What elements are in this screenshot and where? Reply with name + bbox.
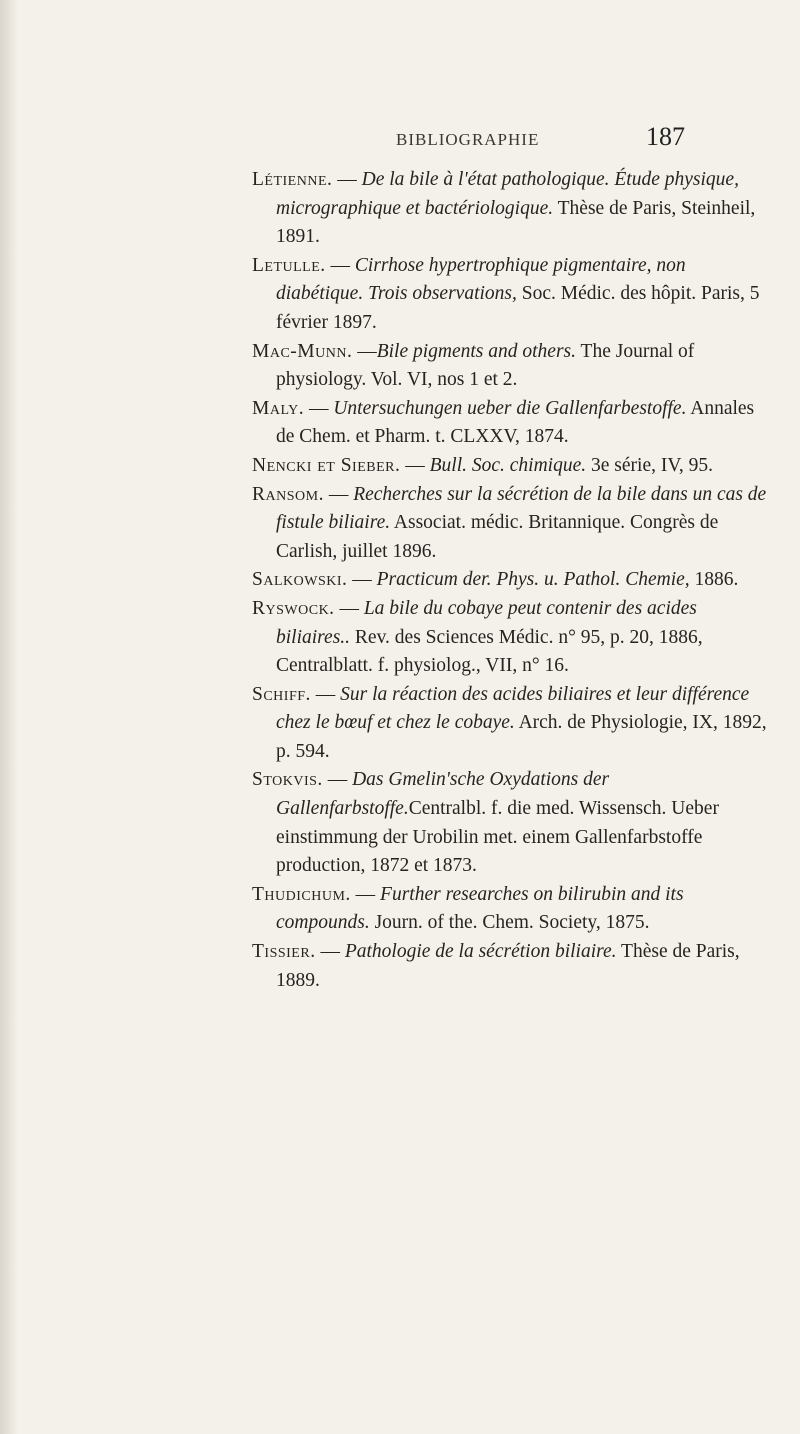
entry-author: Nencki et Sieber.	[252, 454, 401, 476]
page-header	[0, 118, 800, 158]
entry-details: Rev. des Sciences Médic. n° 95, p. 20, 1886, Centralblatt. f. physiolog., VII, n° 16.	[276, 626, 703, 677]
entry-details: 3e série, IV, 95.	[586, 454, 714, 476]
entry-separator: —	[350, 883, 381, 905]
bibliography-entry	[252, 938, 772, 995]
entry-details: Associat. médic. Britannique. Congrès de Carlish, juillet 1896.	[276, 512, 719, 562]
bibliography-entry	[252, 481, 772, 567]
bibliography-entry	[252, 395, 772, 452]
page-edge-shadow	[0, 0, 18, 1434]
entry-author: Thudichum.	[252, 883, 351, 905]
entry-separator: —	[352, 340, 377, 362]
entry-separator: —	[315, 941, 345, 963]
entry-title: Sur la réaction des acides biliaires et leur différence chez le bœuf et chez le cobaye.	[276, 683, 750, 734]
entry-author: Tissier.	[252, 941, 316, 963]
entry-separator: —	[310, 683, 341, 705]
entry-author: Letulle.	[252, 254, 326, 276]
bibliography-entry	[252, 338, 772, 395]
entry-title: Pathologie de la sécrétion biliaire.	[344, 941, 617, 963]
bibliography-entry	[252, 766, 772, 880]
entry-title: Das Gmelin'sche Oxydations der Gallenfarbstoffe.	[276, 769, 610, 820]
bibliography-entry	[252, 452, 772, 481]
entry-details: Centralbl. f. die med. Wissensch. Ueber einstimmung der Urobilin met. einem Gallenfarbstoffe production, 1872 et 1873.	[276, 798, 719, 877]
page-number: 187	[646, 122, 685, 151]
entry-title: Further researches on bilirubin and its compounds.	[276, 883, 684, 934]
entry-author: Salkowski.	[252, 569, 348, 591]
entry-author: Stokvis.	[252, 769, 323, 791]
running-title: BIBLIOGRAPHIE	[396, 130, 540, 149]
bibliography-entry	[252, 166, 772, 252]
entry-details: Arch. de Physiologie, IX, 1892, p. 594.	[276, 712, 767, 762]
entry-title: Bile pigments and others.	[376, 340, 577, 362]
bibliography-entry	[252, 252, 772, 338]
entry-details: Thèse de Paris, 1889.	[276, 941, 740, 991]
entry-separator: —	[334, 597, 364, 619]
entry-title: Bull. Soc. chimique.	[429, 454, 587, 476]
entry-title: La bile du cobaye peut contenir des acides biliaires..	[276, 597, 697, 648]
bibliography-entry	[252, 681, 772, 767]
entry-details: 1886.	[689, 569, 739, 591]
entry-details: Thèse de Paris, Steinheil, 1891.	[276, 197, 756, 248]
entry-separator: —	[322, 769, 353, 791]
entry-separator: —	[400, 454, 430, 476]
bibliography-entry	[252, 566, 772, 595]
entry-author: Mac-Munn.	[252, 340, 353, 362]
entry-title: Cirrhose hypertrophique pigmentaire, non diabétique. Trois observations,	[276, 254, 686, 305]
entry-author: Ryswock.	[252, 597, 335, 619]
entry-details: Annales de Chem. et Pharm. t. CLXXV, 1874.	[276, 397, 755, 448]
entry-title: Untersuchungen ueber die Gallenfarbestoffe.	[333, 397, 687, 419]
entry-separator: —	[347, 569, 377, 591]
bibliography-list	[252, 166, 772, 995]
entry-details: Soc. Médic. des hôpit. Paris, 5 février 1897.	[276, 283, 760, 333]
entry-separator: —	[325, 254, 355, 276]
entry-title: Practicum der. Phys. u. Pathol. Chemie,	[376, 569, 690, 591]
entry-author: Ransom.	[252, 483, 324, 505]
entry-author: Létienne.	[252, 169, 333, 190]
entry-title: Recherches sur la sécrétion de la bile dans un cas de fistule biliaire.	[276, 483, 767, 534]
entry-author: Maly.	[252, 397, 305, 419]
entry-details: Journ. of the. Chem. Society, 1875.	[369, 912, 650, 934]
entry-separator: —	[304, 397, 334, 419]
entry-title: De la bile à l'état pathologique. Étude physique, micrographique et bactériologique.	[276, 169, 739, 219]
entry-separator: —	[323, 483, 354, 505]
entry-details: The Journal of physiology. Vol. VI, nos 1 et 2.	[276, 340, 695, 391]
entry-author: Schiff.	[252, 683, 311, 705]
bibliography-entry	[252, 881, 772, 938]
entry-separator: —	[332, 169, 362, 190]
bibliography-entry	[252, 595, 772, 681]
